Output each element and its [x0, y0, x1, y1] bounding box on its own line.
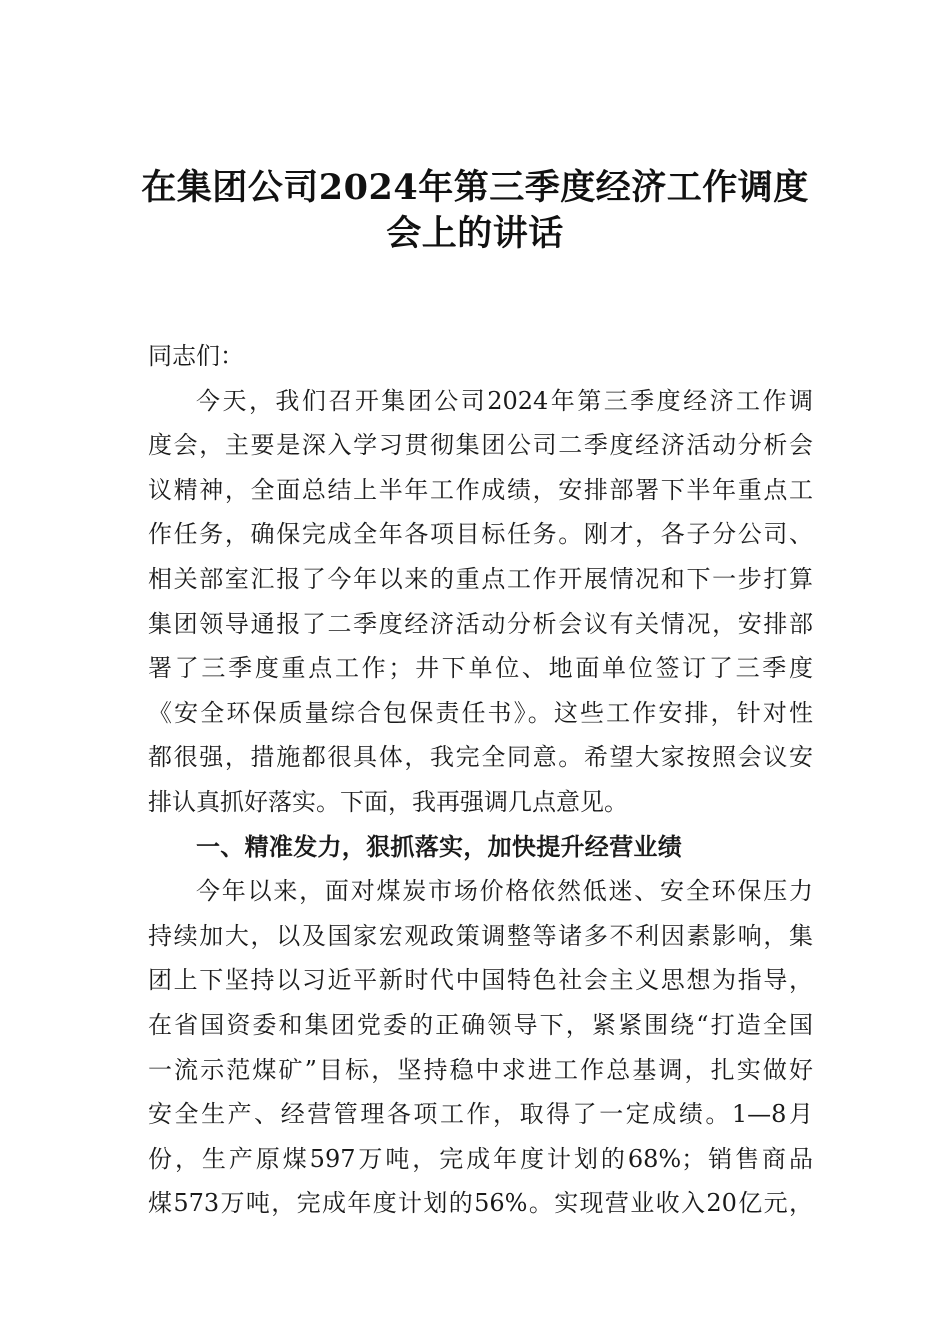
- salutation: 同志们：: [148, 342, 244, 370]
- paragraph-line: 在省国资委和集团党委的正确领导下，紧紧围绕“打造全国: [148, 1010, 813, 1039]
- document-body: [148, 334, 813, 1226]
- paragraph-line: 排认真抓好落实。下面，我再强调几点意见。: [148, 787, 628, 816]
- paragraph-performance: [148, 869, 813, 1226]
- document-title-line-2: 会上的讲话: [386, 213, 564, 254]
- paragraph-line: 团上下坚持以习近平新时代中国特色社会主义思想为指导，: [148, 966, 813, 995]
- paragraph-line: 相关部室汇报了今年以来的重点工作开展情况和下一步打算: [148, 564, 813, 593]
- paragraph-line: 议精神，全面总结上半年工作成绩，安排部署下半年重点工: [148, 475, 813, 504]
- paragraph-line: 煤573万吨，完成年度计划的56%。实现营业收入20亿元，: [148, 1189, 813, 1218]
- section-heading-1: 一、精准发力，狠抓落实，加快提升经营业绩: [196, 832, 682, 861]
- paragraph-line: 一流示范煤矿”目标，坚持稳中求进工作总基调，扎实做好: [148, 1055, 813, 1084]
- document-title-line-1: 在集团公司2024年第三季度经济工作调度: [141, 167, 809, 208]
- paragraph-line: 今天，我们召开集团公司2024年第三季度经济工作调: [196, 386, 813, 415]
- paragraph-line: 署了三季度重点工作；井下单位、地面单位签订了三季度: [148, 654, 813, 683]
- paragraph-line: 都很强，措施都很具体，我完全同意。希望大家按照会议安: [148, 743, 813, 772]
- paragraph-line: 作任务，确保完成全年各项目标任务。刚才，各子分公司、: [148, 520, 813, 549]
- paragraph-line: 持续加大，以及国家宏观政策调整等诸多不利因素影响，集: [148, 921, 813, 950]
- paragraph-line: 《安全环保质量综合包保责任书》。这些工作安排，针对性: [148, 698, 813, 727]
- paragraph-line: 度会，主要是深入学习贯彻集团公司二季度经济活动分析会: [148, 431, 813, 460]
- paragraph-line: 安全生产、经营管理各项工作，取得了一定成绩。1—8月: [148, 1100, 813, 1129]
- paragraph-line: 集团领导通报了二季度经济活动分析会议有关情况，安排部: [148, 609, 813, 638]
- paragraph-intro: [148, 379, 813, 825]
- paragraph-line: 今年以来，面对煤炭市场价格依然低迷、安全环保压力: [196, 877, 813, 906]
- paragraph-line: 份，生产原煤597万吨，完成年度计划的68%；销售商品: [148, 1144, 813, 1173]
